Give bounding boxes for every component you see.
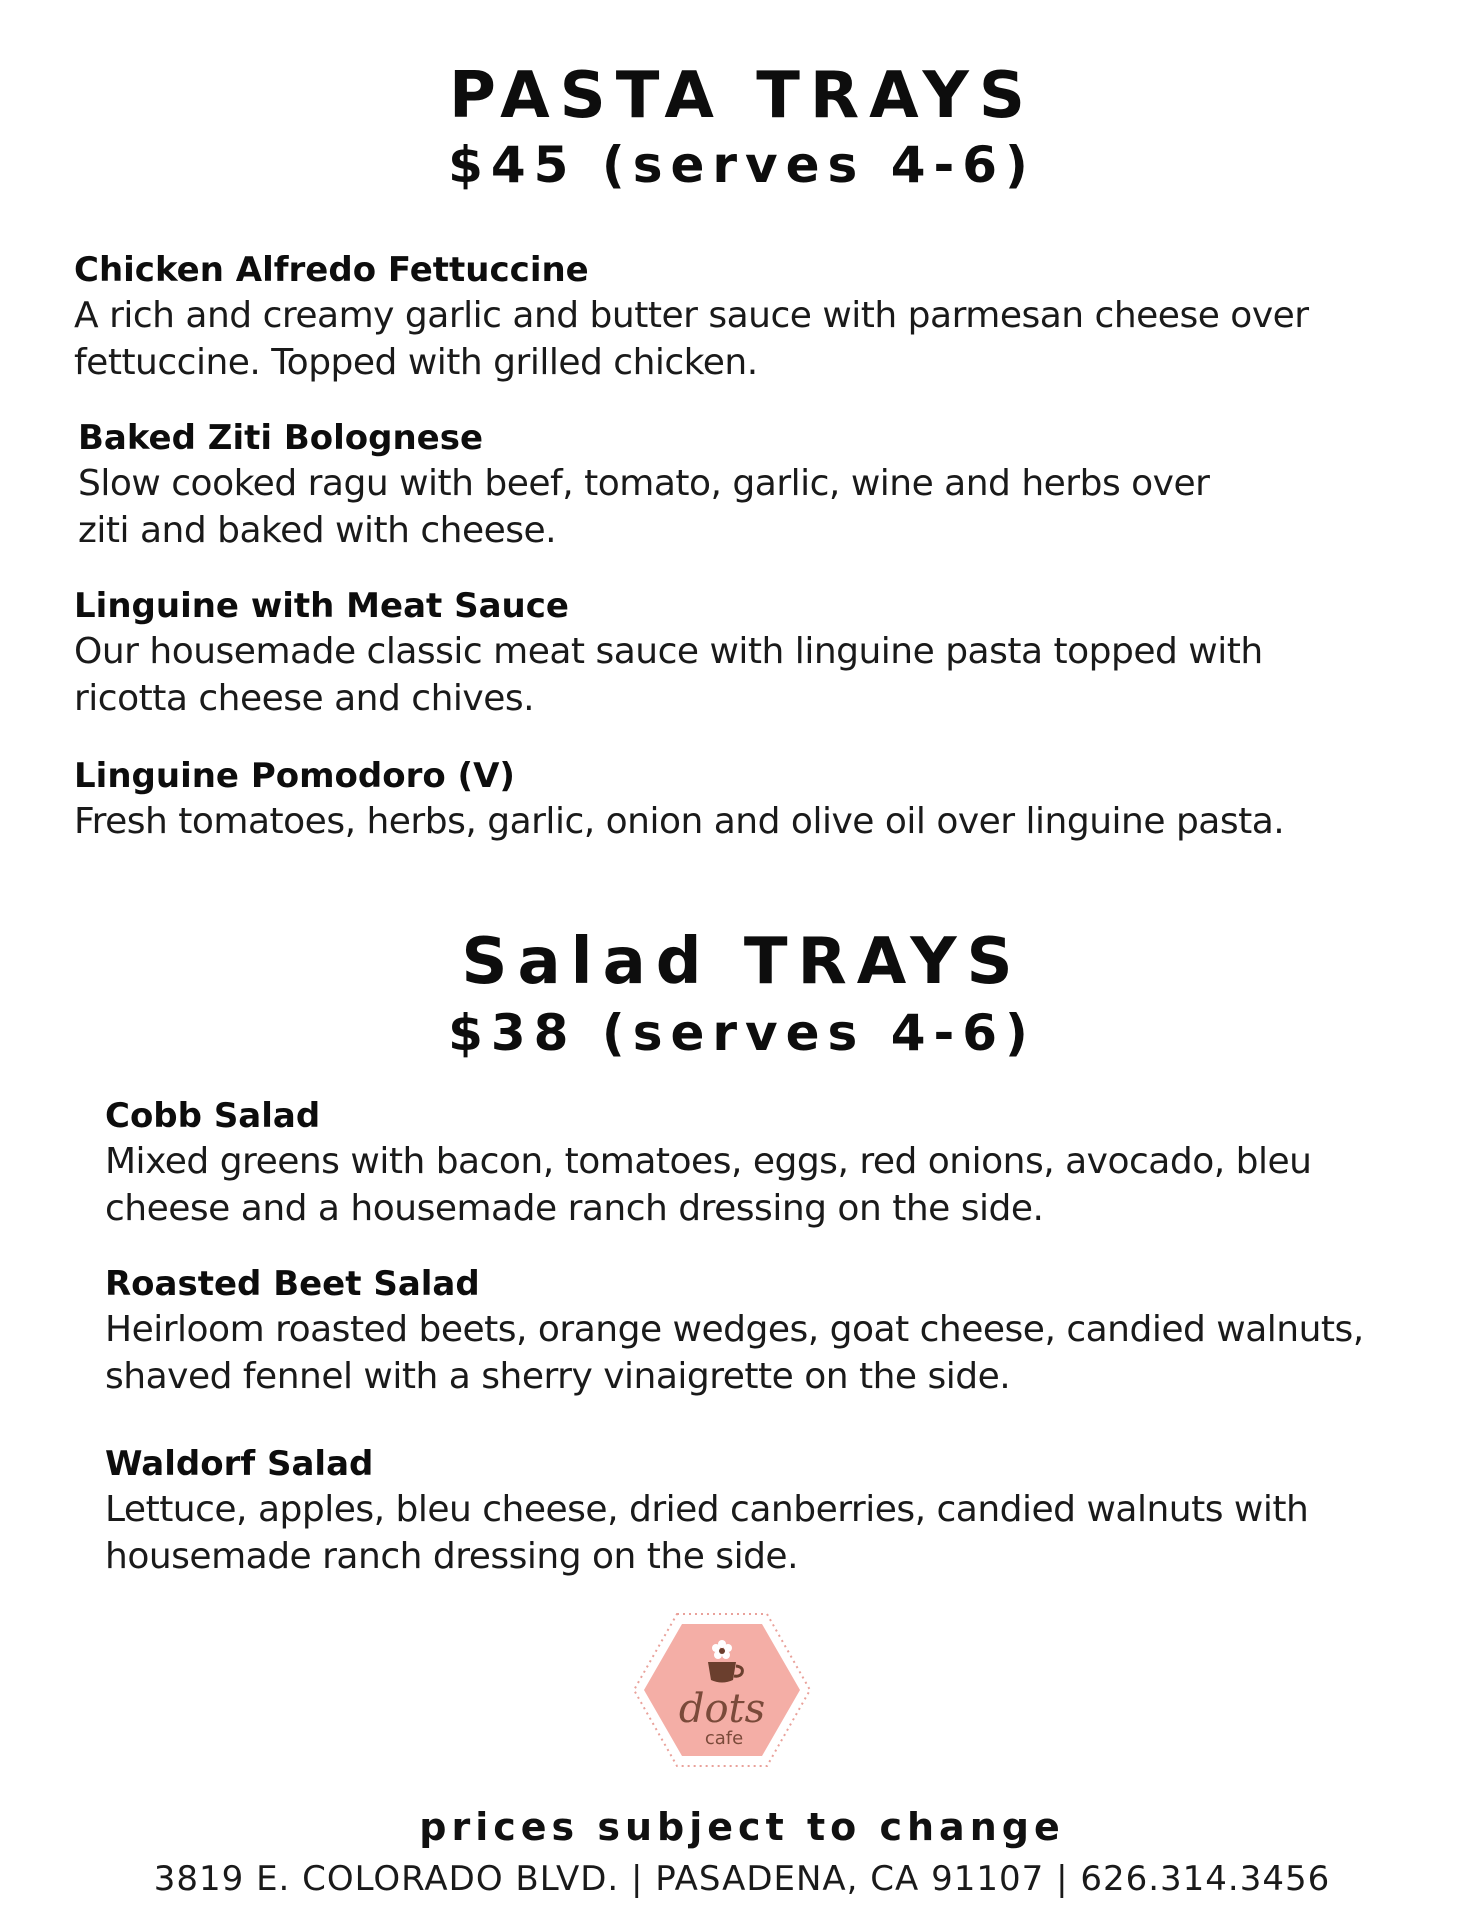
logo-hexagon bbox=[632, 1610, 812, 1770]
menu-item-desc-line: ricotta cheese and chives. bbox=[74, 678, 535, 719]
dots-cafe-logo bbox=[632, 1610, 812, 1770]
salad-section-title: Salad TRAYS bbox=[461, 925, 1023, 999]
menu-item-chicken-alfredo bbox=[74, 248, 1309, 386]
menu-item-desc-line: Heirloom roasted beets, orange wedges, goat cheese, candied walnuts, bbox=[105, 1309, 1364, 1350]
menu-item-desc-line: Slow cooked ragu with beef, tomato, garlic, wine and herbs over bbox=[78, 463, 1210, 504]
menu-item-name: Baked Ziti Bolognese bbox=[78, 418, 484, 458]
menu-item-desc-line: ziti and baked with cheese. bbox=[78, 510, 557, 551]
logo-text: dots bbox=[678, 1686, 766, 1732]
menu-item-desc-line: Fresh tomatoes, herbs, garlic, onion and olive oil over linguine pasta. bbox=[74, 801, 1285, 842]
menu-item-name: Linguine Pomodoro (V) bbox=[74, 756, 515, 796]
logo-subtext: cafe bbox=[704, 1728, 744, 1749]
menu-item-desc-line: Our housemade classic meat sauce with linguine pasta topped with bbox=[74, 631, 1263, 672]
menu-item-waldorf-salad bbox=[105, 1442, 1308, 1580]
prices-disclaimer: prices subject to change bbox=[419, 1805, 1065, 1849]
pasta-section-price: $45 (serves 4-6) bbox=[448, 136, 1036, 194]
menu-item-name: Chicken Alfredo Fettuccine bbox=[74, 250, 589, 290]
pasta-section-title: PASTA TRAYS bbox=[449, 59, 1035, 133]
menu-item-desc-line: Lettuce, apples, bleu cheese, dried canberries, candied walnuts with bbox=[105, 1489, 1309, 1530]
menu-item-desc-line: fettuccine. Topped with grilled chicken. bbox=[74, 342, 758, 383]
menu-item-desc-line: A rich and creamy garlic and butter sauce with parmesan cheese over bbox=[74, 295, 1309, 336]
menu-item-desc-line: housemade ranch dressing on the side. bbox=[105, 1536, 799, 1577]
menu-item-cobb-salad bbox=[105, 1094, 1311, 1232]
menu-item-name: Waldorf Salad bbox=[105, 1444, 374, 1484]
menu-item-desc-line: cheese and a housemade ranch dressing on the side. bbox=[105, 1188, 1044, 1229]
menu-item-linguine-meat-sauce bbox=[74, 584, 1263, 722]
menu-item-linguine-pomodoro bbox=[74, 754, 1284, 845]
menu-item-desc-line: shaved fennel with a sherry vinaigrette on the side. bbox=[105, 1356, 1011, 1397]
salad-section-price: $38 (serves 4-6) bbox=[448, 1004, 1036, 1062]
menu-item-name: Linguine with Meat Sauce bbox=[74, 586, 569, 626]
menu-item-roasted-beet-salad bbox=[105, 1262, 1364, 1400]
menu-item-baked-ziti bbox=[78, 416, 1209, 554]
footer-address: 3819 E. COLORADO BLVD. | PASADENA, CA 91107 | 626.314.3456 bbox=[153, 1859, 1331, 1899]
menu-item-desc-line: Mixed greens with bacon, tomatoes, eggs, red onions, avocado, bleu bbox=[105, 1141, 1312, 1182]
menu-item-name: Roasted Beet Salad bbox=[105, 1264, 480, 1304]
menu-item-name: Cobb Salad bbox=[105, 1096, 321, 1136]
